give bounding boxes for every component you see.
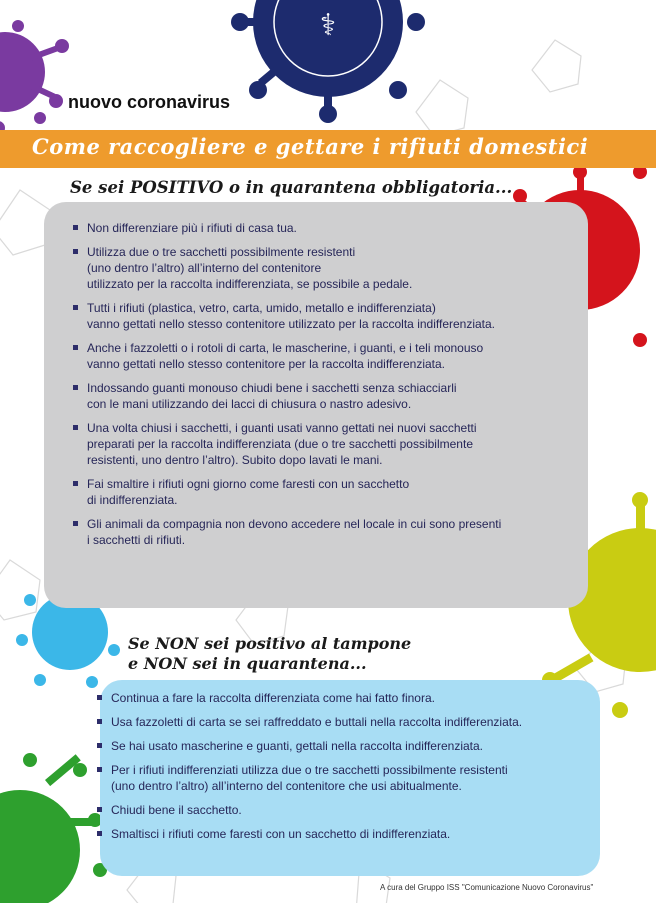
negative-list xyxy=(96,690,586,850)
list-item: Anche i fazzoletti o i rotoli di carta, le mascherine, i guanti, e i teli monouso vanno gettati nello stesso contenitore per la raccolta indifferenziata. xyxy=(72,340,572,372)
list-item: Una volta chiusi i sacchetti, i guanti usati vanno gettati nei nuovi sacchetti preparati per la raccolta indifferenziata (due o tre sacchetti possibilmente resistenti, uno dentro l’altro). Subito dopo lavati le mani. xyxy=(72,420,572,468)
section-negative-heading xyxy=(128,634,411,674)
section-positive-heading: Se sei POSITIVO o in quarantena obbligatoria... xyxy=(70,178,513,197)
positive-list xyxy=(72,220,572,556)
virus-green-icon xyxy=(0,753,107,903)
list-item: Chiudi bene il sacchetto. xyxy=(96,802,586,818)
virus-purple-icon xyxy=(0,20,69,135)
negative-heading-line2: e NON sei in quarantena... xyxy=(128,654,367,673)
page-title: Come raccogliere e gettare i rifiuti domestici xyxy=(32,134,589,159)
list-item: Smaltisci i rifiuti come faresti con un sacchetto di indifferenziata. xyxy=(96,826,586,842)
list-item: Non differenziare più i rifiuti di casa tua. xyxy=(72,220,572,236)
page-subtitle: nuovo coronavirus xyxy=(68,92,231,112)
list-item: Utilizza due o tre sacchetti possibilmente resistenti (uno dentro l’altro) all’interno del contenitore utilizzato per la raccolta indifferenziata, se possibile a pedale. xyxy=(72,244,572,292)
list-item: Indossando guanti monouso chiudi bene i sacchetti senza schiacciarli con le mani utilizzando dei lacci di chiusura o nastro adesivo. xyxy=(72,380,572,412)
list-item: Usa fazzoletti di carta se sei raffreddato e buttali nella raccolta indifferenziata. xyxy=(96,714,586,730)
iss-logo-icon xyxy=(231,0,425,123)
svg-text:⚕: ⚕ xyxy=(319,8,337,43)
list-item: Continua a fare la raccolta differenziata come hai fatto finora. xyxy=(96,690,586,706)
footer-credit: A cura del Gruppo ISS "Comunicazione Nuovo Coronavirus" xyxy=(380,883,594,892)
list-item: Fai smaltire i rifiuti ogni giorno come faresti con un sacchetto di indifferenziata. xyxy=(72,476,572,508)
list-item: Tutti i rifiuti (plastica, vetro, carta, umido, metallo e indifferenziata) vanno gettati nello stesso contenitore utilizzato per la raccolta indifferenziata. xyxy=(72,300,572,332)
list-item: Gli animali da compagnia non devono accedere nel locale in cui sono presenti i sacchetti di rifiuti. xyxy=(72,516,572,548)
negative-heading-line1: Se NON sei positivo al tampone xyxy=(128,634,412,653)
list-item: Per i rifiuti indifferenziati utilizza due o tre sacchetti possibilmente resistenti (uno dentro l’altro) all’interno del contenitore che usi abitualmente. xyxy=(96,762,586,794)
list-item: Se hai usato mascherine e guanti, gettali nella raccolta indifferenziata. xyxy=(96,738,586,754)
